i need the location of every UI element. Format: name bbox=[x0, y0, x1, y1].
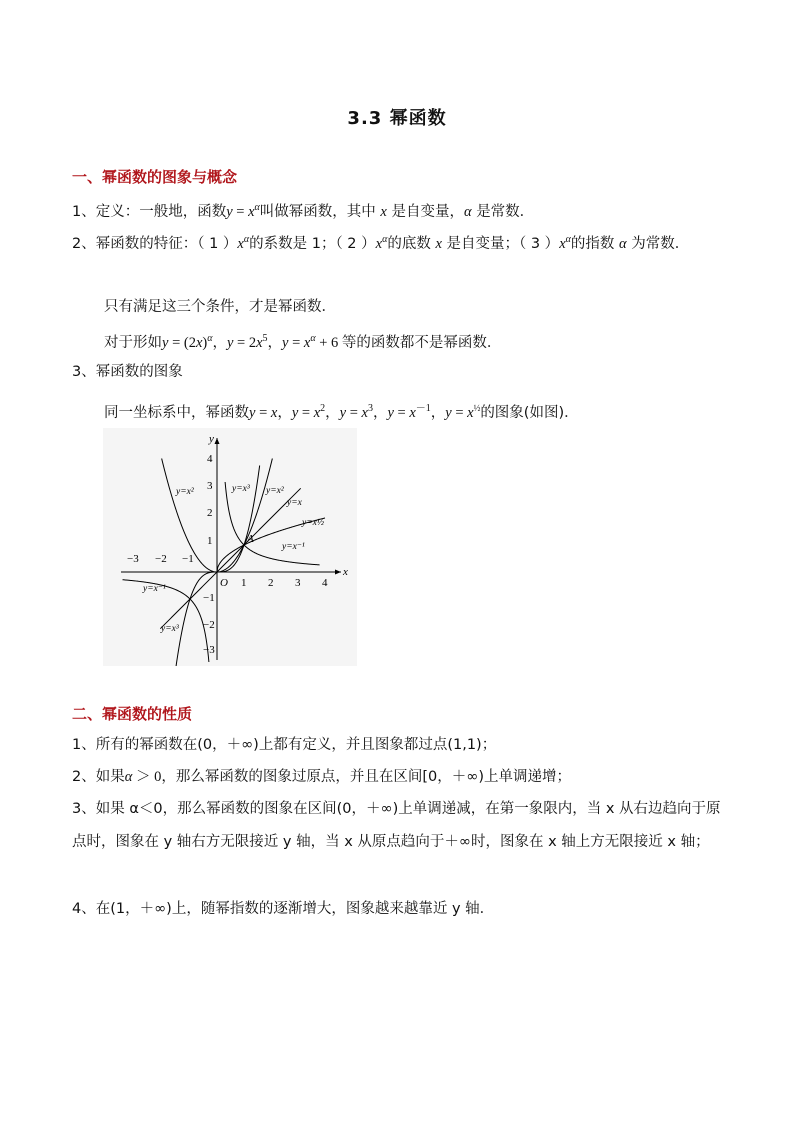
section-heading-2: 二、幂函数的性质 bbox=[72, 705, 193, 723]
origin-label: O bbox=[220, 577, 228, 589]
label-x-cubed: y=x³ bbox=[232, 484, 250, 494]
x-tick: −3 bbox=[127, 553, 139, 565]
property-4: 4、在(1，＋∞)上，随幂指数的逐渐增大，图象越来越靠近 y 轴． bbox=[72, 901, 495, 917]
graph-heading: 3、幂函数的图象 bbox=[72, 364, 183, 380]
property-1: 1、所有的幂函数在(0，＋∞)上都有定义，并且图象都过点(1,1)； bbox=[72, 737, 497, 753]
y-tick: 4 bbox=[207, 453, 213, 465]
y-tick: −1 bbox=[203, 592, 215, 604]
x-tick: −1 bbox=[182, 553, 194, 565]
y-tick: 1 bbox=[207, 535, 213, 547]
graph-intro-line: 同一坐标系中，幂函数y = x，$y = x^2$，$y = x^3$，$y = x^{-1}$，$y = x^{\frac{1}{2}}$的图象(如图)． bbox=[104, 403, 579, 421]
condition-note: 只有满足这三个条件，才是幂函数． bbox=[104, 299, 336, 315]
page-title: 3.3 幂函数 bbox=[347, 108, 447, 129]
axis-y-label: y bbox=[209, 433, 214, 445]
label-x-inverse: y=x⁻¹ bbox=[282, 542, 305, 552]
label-x-squared: y=x² bbox=[176, 487, 194, 497]
y-tick: 3 bbox=[207, 480, 213, 492]
x-tick: 2 bbox=[268, 577, 274, 589]
property-2: 2、如果α ＞ 0，那么幂函数的图象过原点，并且在区间[0，＋∞)上单调递增； bbox=[72, 769, 571, 785]
label-x-squared-right: y=x² bbox=[266, 486, 284, 496]
x-tick: 3 bbox=[295, 577, 301, 589]
x-tick: 4 bbox=[322, 577, 328, 589]
label-x-inverse-neg: y=x⁻¹ bbox=[143, 584, 166, 594]
property-3: 3、如果 α＜0，那么幂函数的图象在区间(0，＋∞)上单调递减，在第一象限内，当 x 从右边趋向于原点时，图象在 y 轴右方无限接近 y 轴，当 x 从原点趋向于＋∞时，图象在 x 轴上方无限接近 x 轴； bbox=[72, 801, 721, 850]
definition-line: 1、定义：一般地，函数$y = x^\alpha$叫做幂函数，其中 x 是自变量，α 是常数． bbox=[72, 202, 535, 220]
y-tick: 2 bbox=[207, 507, 213, 519]
x-tick: −2 bbox=[155, 553, 167, 565]
label-x-half: y=x½ bbox=[302, 518, 324, 528]
y-tick: −2 bbox=[203, 619, 215, 631]
label-x: y=x bbox=[287, 498, 302, 508]
label-x-cubed-neg: y=x³ bbox=[161, 624, 179, 634]
point-a-label: A bbox=[247, 533, 254, 545]
x-tick: 1 bbox=[241, 577, 247, 589]
section-heading-1: 一、幂函数的图象与概念 bbox=[72, 168, 238, 186]
features-line: 2、幂函数的特征：（ 1 ）$x^\alpha$的系数是 1；（ 2 ）$x^\alpha$的底数 x 是自变量；（ 3 ）$x^\alpha$的指数 α 为常数． bbox=[72, 234, 690, 252]
axis-x-label: x bbox=[343, 566, 348, 578]
power-function-graph bbox=[103, 428, 357, 666]
y-tick: −3 bbox=[203, 644, 215, 656]
counter-example-line: 对于形如$y = (2x)^\alpha$，$y = 2x^5$，$y = x^\alpha + 6$ 等的函数都不是幂函数． bbox=[104, 333, 502, 351]
